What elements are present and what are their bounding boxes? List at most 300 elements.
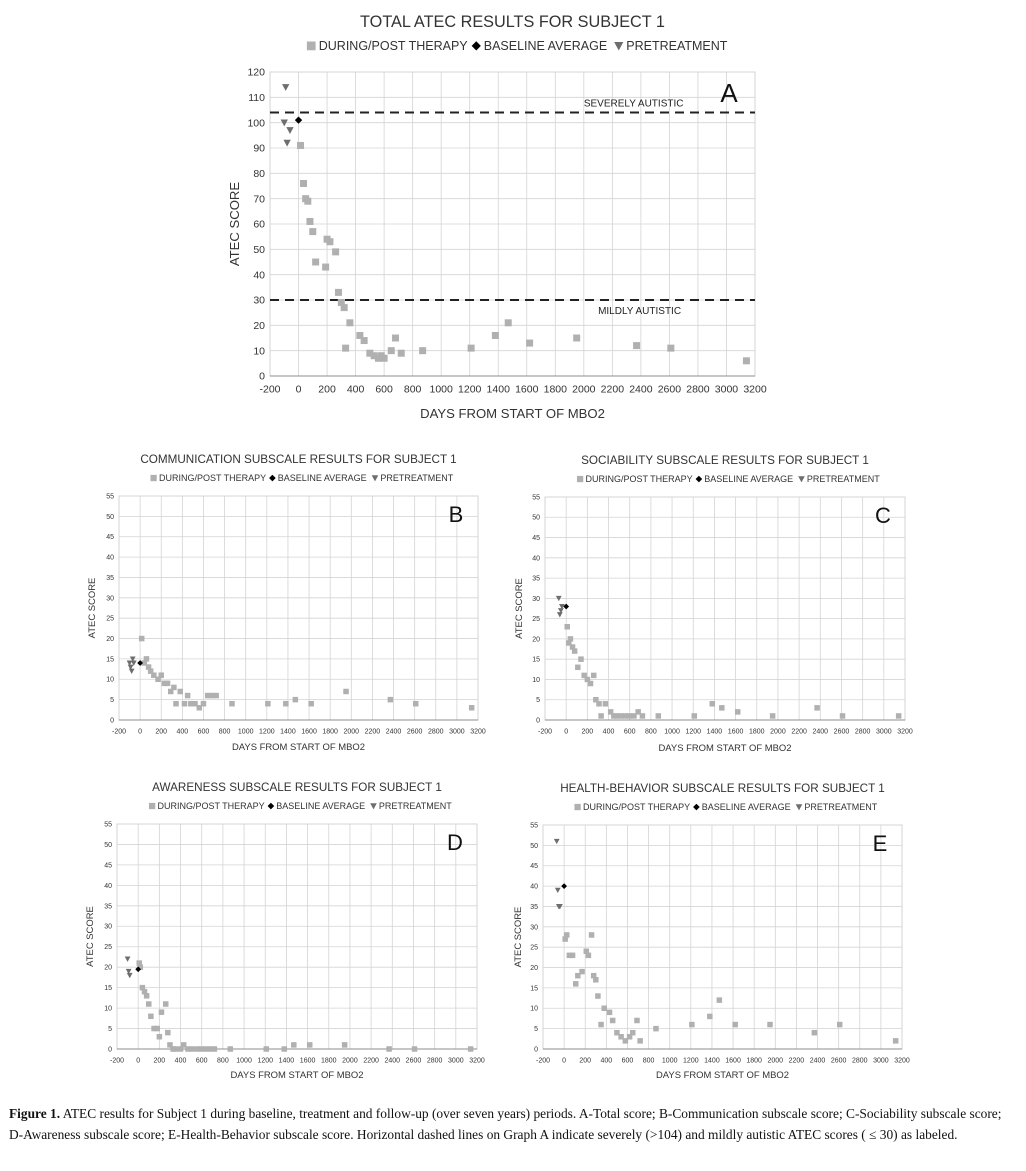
data-point (381, 355, 388, 362)
y-axis-label-e: ATEC SCORE (513, 906, 524, 968)
x-tick-label: 1000 (661, 1057, 678, 1065)
y-tick-label: 0 (108, 1046, 112, 1054)
data-point (579, 969, 585, 975)
chart-b (87, 453, 486, 753)
x-tick-label: 800 (645, 728, 657, 736)
x-tick-label: 200 (155, 728, 168, 736)
y-tick-label: 45 (532, 534, 540, 542)
x-tick-label: 0 (136, 1057, 141, 1065)
chart-a (227, 13, 767, 421)
y-tick-label: 5 (108, 1025, 112, 1033)
data-point (469, 705, 475, 711)
y-axis-label-a: ATEC SCORE (227, 181, 242, 267)
x-tick-label: 0 (295, 383, 302, 396)
x-tick-label: 2000 (770, 728, 786, 736)
y-tick-label: 50 (530, 842, 538, 850)
y-tick-label: 35 (104, 903, 112, 911)
data-point (306, 218, 313, 225)
x-axis-label-a: DAYS FROM START OF MBO2 (420, 406, 605, 421)
x-tick-label: 2200 (364, 728, 381, 736)
x-tick-label: 1600 (301, 728, 317, 736)
x-tick-label: -200 (109, 1057, 125, 1065)
data-point (335, 289, 342, 296)
data-point (634, 1018, 640, 1024)
data-point (607, 1010, 613, 1016)
x-tick-label: 400 (176, 728, 189, 736)
x-tick-label: 1200 (685, 728, 702, 736)
x-tick-label: 800 (218, 728, 231, 736)
legend-label: BASELINE AVERAGE (483, 39, 608, 53)
legend-marker (372, 475, 379, 481)
legend-label: PRETREATMENT (804, 802, 878, 812)
data-point (840, 713, 846, 719)
x-tick-label: 3200 (470, 728, 486, 736)
plot-area-c (545, 497, 905, 720)
y-tick-label: 110 (248, 92, 265, 105)
data-point (157, 1034, 163, 1040)
legend-marker (696, 476, 703, 483)
chart-title-d: AWARENESS SUBSCALE RESULTS FOR SUBJECT 1 (152, 781, 442, 794)
legend-label: BASELINE AVERAGE (276, 801, 366, 811)
legend-marker (269, 475, 276, 482)
legend-marker (577, 476, 583, 482)
data-point (309, 228, 316, 235)
data-point (837, 1022, 843, 1028)
data-point (468, 1046, 474, 1052)
x-tick-label: 1800 (543, 383, 567, 396)
threshold-label-1: SEVERELY AUTISTIC (583, 98, 684, 110)
legend-label: DURING/POST THERAPY (585, 474, 693, 484)
x-tick-label: 400 (174, 1057, 187, 1065)
data-point (139, 636, 145, 642)
y-tick-label: 10 (532, 676, 540, 684)
y-tick-label: 30 (530, 924, 538, 932)
panel-label-a: A (720, 78, 738, 108)
x-tick-label: 3000 (876, 728, 892, 736)
data-point (578, 656, 584, 662)
data-point (591, 673, 597, 679)
data-point (177, 689, 183, 695)
x-tick-label: 2600 (657, 383, 682, 396)
data-point (189, 1046, 195, 1052)
x-tick-label: 1000 (664, 728, 680, 736)
data-point (264, 1046, 270, 1052)
x-tick-label: 1200 (683, 1057, 699, 1065)
chart-d (85, 781, 485, 1081)
x-tick-label: 2400 (384, 1057, 401, 1065)
y-tick-label: 20 (253, 320, 265, 333)
y-tick-label: 30 (106, 595, 114, 603)
legend-marker (472, 41, 481, 50)
data-point (182, 701, 188, 707)
data-point (735, 709, 741, 715)
data-point (717, 997, 723, 1003)
data-point (770, 713, 776, 719)
data-point (633, 342, 640, 349)
x-axis-label-b: DAYS FROM START OF MBO2 (231, 742, 366, 753)
data-point (165, 681, 171, 687)
legend-label: DURING/POST THERAPY (159, 473, 267, 483)
data-point (307, 1042, 313, 1048)
data-point (291, 1042, 297, 1048)
x-tick-label: 1400 (704, 1057, 720, 1065)
x-tick-label: 3000 (448, 1057, 464, 1065)
data-point (265, 701, 271, 707)
panel-label-b: B (448, 502, 464, 527)
data-point (332, 248, 339, 255)
x-tick-label: 2800 (686, 383, 710, 396)
y-tick-label: 30 (532, 595, 540, 603)
y-tick-label: 30 (104, 923, 112, 931)
legend-label: PRETREATMENT (626, 39, 728, 53)
chart-e (513, 782, 910, 1081)
x-tick-label: 1200 (259, 728, 275, 736)
x-tick-label: 1800 (746, 1057, 762, 1065)
x-tick-label: 2200 (791, 728, 807, 736)
x-tick-label: 200 (153, 1057, 166, 1065)
x-tick-label: 1400 (706, 728, 723, 736)
x-tick-label: 2600 (833, 728, 850, 736)
y-axis-label-c: ATEC SCORE (514, 578, 525, 639)
x-tick-label: 2000 (343, 728, 360, 736)
data-point (570, 953, 576, 959)
x-tick-label: 3200 (897, 728, 913, 736)
legend-b (150, 473, 453, 483)
data-point (144, 993, 150, 999)
data-point (598, 1022, 604, 1028)
data-point (564, 932, 570, 938)
y-tick-label: 40 (253, 269, 265, 282)
legend-d (149, 801, 452, 811)
data-point (692, 713, 698, 719)
panel-label-d: D (447, 830, 463, 855)
caption-text: ATEC results for Subject 1 during baseline, treatment and follow-up (over seven years) periods. A-Total score; B-Communication subscale score; C-Sociability subscale score; D-Awareness subscale score; E-Health-Behavior subscale score. Horizontal dashed lines on Graph A indicate severely (>104) and mildly autistic ATEC scores ( ≤ 30) as labeled. (9, 1106, 1002, 1142)
x-tick-label: 2000 (572, 383, 596, 396)
y-tick-label: 10 (530, 1005, 538, 1013)
y-tick-label: 30 (253, 294, 265, 307)
chart-title-c: SOCIABILITY SUBSCALE RESULTS FOR SUBJECT 1 (581, 454, 869, 467)
data-point (144, 656, 150, 662)
y-tick-label: 0 (536, 717, 540, 725)
data-point (341, 304, 348, 311)
legend-marker (796, 804, 803, 810)
y-tick-label: 55 (532, 494, 540, 502)
data-point (300, 180, 307, 187)
legend-a (307, 39, 728, 53)
x-tick-label: 0 (564, 728, 569, 736)
x-tick-label: 200 (318, 383, 336, 396)
data-point (610, 1018, 616, 1024)
y-tick-label: 15 (104, 985, 112, 993)
y-tick-label: 60 (253, 218, 265, 231)
y-tick-label: 45 (530, 863, 538, 871)
data-point (413, 701, 419, 707)
data-point (526, 340, 533, 347)
y-tick-label: 5 (110, 697, 114, 705)
legend-marker (693, 804, 700, 811)
caption-label: Figure 1. (9, 1106, 61, 1121)
legend-label: PRETREATMENT (378, 801, 452, 811)
y-tick-label: 40 (532, 555, 540, 563)
x-tick-label: 1200 (458, 383, 482, 396)
y-tick-label: 5 (534, 1026, 538, 1034)
legend-e (574, 802, 877, 812)
data-point (573, 335, 580, 342)
x-axis-label-d: DAYS FROM START OF MBO2 (230, 1070, 364, 1081)
data-point (185, 693, 191, 699)
legend-label: PRETREATMENT (380, 473, 454, 483)
x-tick-label: 200 (579, 1057, 592, 1065)
x-tick-label: 400 (346, 383, 365, 396)
data-point (601, 1006, 607, 1012)
y-tick-label: 15 (532, 656, 540, 664)
x-tick-label: 2400 (812, 728, 829, 736)
data-point (342, 345, 349, 352)
legend-marker (370, 803, 377, 809)
legend-label: DURING/POST THERAPY (318, 39, 468, 53)
legend-marker (268, 803, 275, 810)
x-tick-label: 1800 (322, 728, 338, 736)
data-point (163, 1001, 169, 1007)
x-tick-label: 200 (581, 728, 594, 736)
x-tick-label: 3200 (743, 383, 767, 396)
x-tick-label: 600 (197, 728, 210, 736)
data-point (707, 1014, 713, 1020)
data-point (743, 357, 750, 364)
legend-label: DURING/POST THERAPY (583, 802, 691, 812)
y-tick-label: 0 (259, 370, 265, 383)
y-tick-label: 15 (530, 985, 538, 993)
data-point (630, 1030, 636, 1036)
data-point (388, 347, 395, 354)
y-tick-label: 5 (536, 697, 540, 705)
x-tick-label: 1400 (486, 383, 510, 396)
x-tick-label: -200 (535, 1057, 551, 1065)
y-tick-label: 20 (532, 636, 540, 644)
y-tick-label: 25 (106, 615, 114, 623)
data-point (146, 1001, 152, 1007)
panel-label-e: E (872, 831, 888, 856)
y-tick-label: 55 (106, 493, 114, 501)
data-point (596, 701, 602, 707)
data-point (171, 685, 177, 691)
data-point (598, 713, 604, 719)
data-point (297, 142, 304, 149)
data-point (732, 1022, 738, 1028)
y-axis-label-b: ATEC SCORE (87, 577, 98, 639)
x-tick-label: 3000 (714, 383, 739, 396)
legend-label: DURING/POST THERAPY (157, 801, 265, 811)
y-tick-label: 50 (532, 514, 540, 522)
x-tick-label: 3000 (449, 728, 465, 736)
data-point (308, 701, 314, 707)
data-point (595, 993, 601, 999)
data-point (893, 1038, 899, 1044)
x-tick-label: 600 (621, 1057, 634, 1065)
x-tick-label: 0 (138, 728, 143, 736)
x-tick-label: 2400 (809, 1057, 826, 1065)
legend-marker (149, 803, 155, 809)
x-tick-label: 2800 (426, 1057, 443, 1065)
y-tick-label: 55 (530, 822, 538, 830)
y-tick-label: 120 (247, 66, 265, 79)
y-tick-label: 90 (253, 142, 265, 155)
y-axis-label-d: ATEC SCORE (85, 906, 96, 967)
data-point (213, 693, 219, 699)
data-point (468, 345, 475, 352)
data-point (201, 701, 207, 707)
x-tick-label: 2000 (767, 1057, 784, 1065)
data-point (710, 701, 716, 707)
y-tick-label: 0 (110, 717, 114, 725)
data-point (228, 1046, 234, 1052)
data-point (388, 697, 394, 703)
x-tick-label: 1400 (278, 1057, 295, 1065)
data-point (282, 1046, 288, 1052)
legend-label: PRETREATMENT (806, 474, 880, 484)
chart-title-e: HEALTH-BEHAVIOR SUBSCALE RESULTS FOR SUBJECT 1 (560, 782, 885, 795)
x-tick-label: 1800 (748, 728, 765, 736)
x-tick-label: 1600 (727, 728, 744, 736)
y-tick-label: 45 (106, 534, 114, 542)
x-tick-label: 400 (600, 1057, 613, 1065)
panel-label-c: C (875, 503, 891, 528)
x-tick-label: 2200 (363, 1057, 379, 1065)
legend-label: BASELINE AVERAGE (701, 802, 791, 812)
y-tick-label: 50 (106, 513, 114, 521)
y-tick-label: 35 (530, 903, 538, 911)
x-tick-label: 1000 (429, 383, 453, 396)
data-point (814, 705, 820, 711)
legend-c (577, 474, 880, 484)
data-point (229, 701, 235, 707)
x-tick-label: 1200 (257, 1057, 274, 1065)
legend-label: BASELINE AVERAGE (277, 473, 367, 483)
x-tick-label: 800 (642, 1057, 655, 1065)
x-tick-label: 3000 (873, 1057, 889, 1065)
data-point (767, 1022, 773, 1028)
data-point (505, 319, 512, 326)
x-tick-label: 2800 (854, 728, 871, 736)
x-tick-label: 3200 (894, 1057, 910, 1065)
y-tick-label: 55 (104, 821, 112, 829)
chart-title-b: COMMUNICATION SUBSCALE RESULTS FOR SUBJECT 1 (140, 453, 457, 466)
data-point (326, 238, 333, 245)
data-point (148, 1014, 154, 1020)
data-point (361, 337, 368, 344)
data-point (667, 345, 674, 352)
figure-caption (9, 1104, 1014, 1145)
x-tick-label: 1600 (299, 1057, 316, 1065)
x-tick-label: 2200 (788, 1057, 805, 1065)
data-point (656, 713, 662, 719)
chart-c (514, 454, 913, 754)
data-point (312, 259, 319, 266)
x-tick-label: 2400 (385, 728, 402, 736)
x-tick-label: 3200 (469, 1057, 485, 1065)
legend-marker (574, 804, 580, 810)
x-tick-label: 0 (562, 1057, 567, 1065)
x-tick-label: 400 (602, 728, 615, 736)
y-tick-label: 50 (253, 244, 265, 257)
y-tick-label: 40 (530, 883, 538, 891)
data-point (158, 672, 164, 678)
data-point (572, 648, 578, 654)
x-tick-label: 800 (217, 1057, 229, 1065)
x-axis-label-e: DAYS FROM START OF MBO2 (655, 1070, 790, 1081)
y-tick-label: 15 (106, 656, 114, 664)
data-point (346, 319, 353, 326)
x-tick-label: -200 (111, 728, 127, 736)
y-tick-label: 35 (106, 574, 114, 582)
y-tick-label: 0 (534, 1046, 538, 1054)
x-tick-label: -200 (259, 383, 281, 396)
data-point (173, 701, 179, 707)
x-tick-label: 1000 (236, 1057, 252, 1065)
data-point (283, 701, 289, 707)
x-axis-label-c: DAYS FROM START OF MBO2 (658, 743, 792, 754)
y-tick-label: 25 (532, 616, 540, 624)
plot-area-e (543, 825, 902, 1049)
data-point (154, 1026, 160, 1032)
data-point (386, 1046, 392, 1052)
data-point (689, 1022, 695, 1028)
data-point (304, 198, 311, 205)
y-tick-label: 35 (532, 575, 540, 583)
x-tick-label: 2600 (406, 728, 423, 736)
data-point (603, 701, 609, 707)
data-point (812, 1030, 818, 1036)
threshold-label-2: MILDLY AUTISTIC (598, 306, 682, 317)
legend-marker (798, 476, 805, 482)
data-point (492, 332, 499, 339)
y-tick-label: 20 (104, 964, 112, 972)
data-point (172, 1046, 178, 1052)
data-point (568, 636, 574, 642)
data-point (640, 713, 646, 719)
x-tick-label: 2800 (427, 728, 444, 736)
x-tick-label: 600 (623, 728, 636, 736)
x-tick-label: 2400 (629, 383, 653, 396)
data-point (573, 981, 579, 987)
legend-marker (614, 42, 623, 50)
chart-title-a: TOTAL ATEC RESULTS FOR SUBJECT 1 (360, 13, 665, 31)
data-point (637, 1038, 643, 1044)
y-tick-label: 10 (104, 1005, 112, 1013)
x-tick-label: 2800 (851, 1057, 868, 1065)
x-tick-label: 1800 (320, 1057, 337, 1065)
x-tick-label: 2600 (830, 1057, 847, 1065)
legend-marker (307, 42, 316, 51)
data-point (159, 1009, 165, 1015)
data-point (593, 977, 599, 983)
data-point (575, 665, 581, 671)
x-tick-label: 600 (375, 383, 393, 396)
data-point (589, 932, 595, 938)
data-point (719, 705, 725, 711)
x-tick-label: 1600 (725, 1057, 741, 1065)
data-point (343, 689, 349, 695)
x-tick-label: 2600 (405, 1057, 422, 1065)
data-point (412, 1046, 418, 1052)
data-point (588, 681, 594, 687)
x-tick-label: 2000 (342, 1057, 358, 1065)
y-tick-label: 10 (253, 345, 265, 358)
data-point (398, 350, 405, 357)
data-point (165, 1030, 171, 1036)
x-tick-label: -200 (537, 728, 553, 736)
data-point (653, 1026, 659, 1032)
